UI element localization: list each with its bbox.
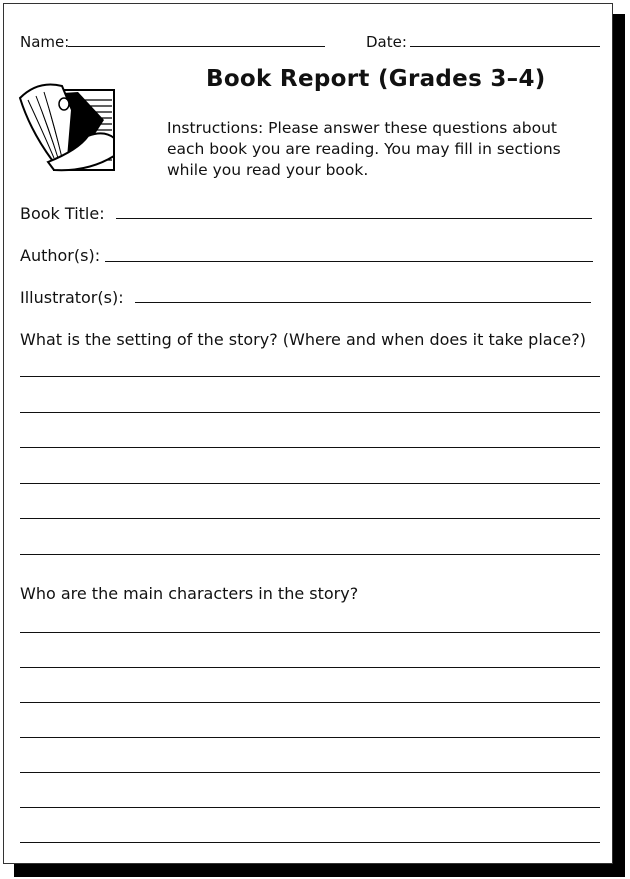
answer-line[interactable] [20, 632, 600, 633]
answer-line[interactable] [20, 412, 600, 413]
setting-question: What is the setting of the story? (Where and when does it take place?) [20, 330, 586, 349]
book-in-hand-icon [18, 80, 116, 174]
book-title-input-line[interactable] [116, 218, 592, 219]
date-input-line[interactable] [410, 46, 600, 47]
authors-input-line[interactable] [105, 261, 593, 262]
answer-line[interactable] [20, 807, 600, 808]
answer-line[interactable] [20, 737, 600, 738]
answer-line[interactable] [20, 376, 600, 377]
answer-line[interactable] [20, 667, 600, 668]
answer-line[interactable] [20, 447, 600, 448]
page-title: Book Report (Grades 3–4) [206, 66, 546, 92]
answer-line[interactable] [20, 554, 600, 555]
name-input-line[interactable] [68, 46, 325, 47]
characters-question: Who are the main characters in the story? [20, 584, 359, 603]
answer-line[interactable] [20, 772, 600, 773]
date-label: Date: [366, 33, 407, 51]
illustrators-input-line[interactable] [135, 302, 591, 303]
authors-label: Author(s): [20, 246, 101, 265]
book-title-label: Book Title: [20, 204, 105, 223]
answer-line[interactable] [20, 518, 600, 519]
answer-line[interactable] [20, 702, 600, 703]
answer-line[interactable] [20, 842, 600, 843]
name-label: Name: [20, 33, 70, 51]
answer-line[interactable] [20, 483, 600, 484]
illustrators-label: Illustrator(s): [20, 288, 124, 307]
instructions-text: Instructions: Please answer these questions about each book you are reading. You may fill in sections while you read your book. [167, 119, 561, 179]
